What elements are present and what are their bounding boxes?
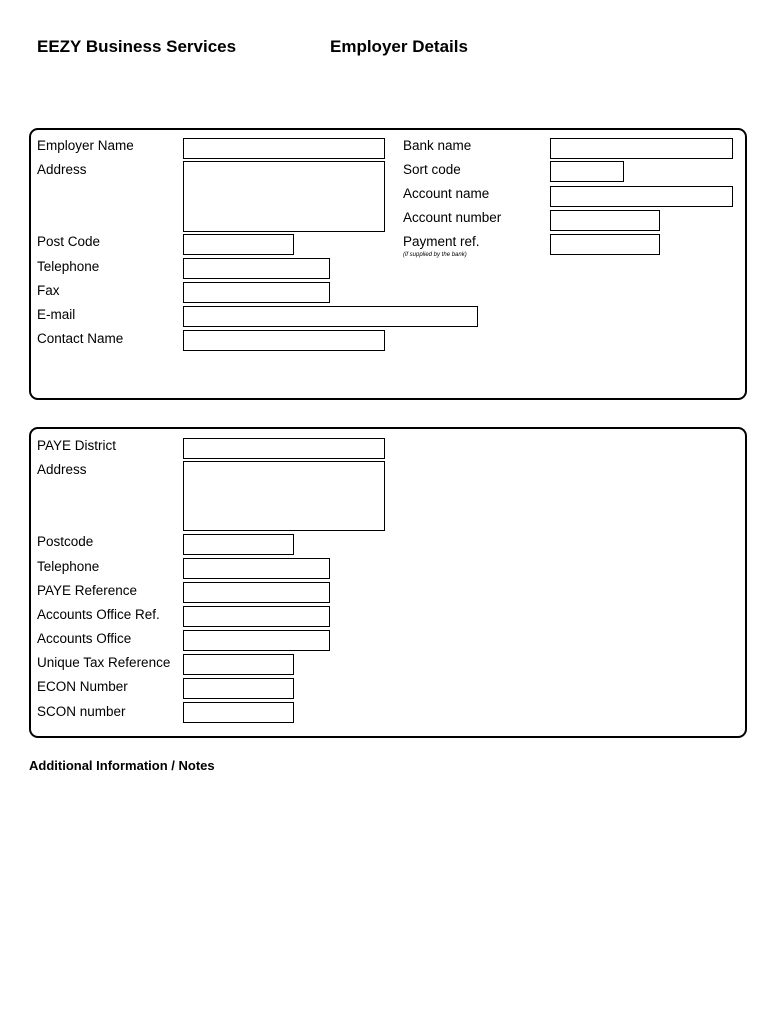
employer-name-field[interactable] — [183, 138, 385, 159]
employer-postcode-label: Post Code — [37, 234, 101, 249]
accounts-office-ref-field[interactable] — [183, 606, 330, 627]
employer-details-panel — [29, 128, 747, 400]
paye-postcode-field[interactable] — [183, 534, 294, 555]
paye-reference-field[interactable] — [183, 582, 330, 603]
employer-postcode-field[interactable] — [183, 234, 294, 255]
utr-label: Unique Tax Reference — [37, 655, 171, 670]
paye-district-label: PAYE District — [37, 438, 117, 453]
employer-name-label: Employer Name — [37, 138, 134, 153]
paye-telephone-field[interactable] — [183, 558, 330, 579]
utr-field[interactable] — [183, 654, 294, 675]
scon-number-label: SCON number — [37, 704, 126, 719]
payment-ref-label: Payment ref. — [403, 234, 480, 249]
econ-number-label: ECON Number — [37, 679, 128, 694]
account-number-label: Account number — [403, 210, 502, 225]
account-name-field[interactable] — [550, 186, 733, 207]
employer-telephone-field[interactable] — [183, 258, 330, 279]
employer-email-field[interactable] — [183, 306, 478, 327]
account-name-label: Account name — [403, 186, 490, 201]
accounts-office-ref-label: Accounts Office Ref. — [37, 607, 160, 622]
bank-name-label: Bank name — [403, 138, 472, 153]
sort-code-label: Sort code — [403, 162, 461, 177]
employer-telephone-label: Telephone — [37, 259, 100, 274]
employer-fax-label: Fax — [37, 283, 60, 298]
sort-code-field[interactable] — [550, 161, 624, 182]
employer-email-label: E-mail — [37, 307, 76, 322]
paye-address-label: Address — [37, 462, 87, 477]
payment-ref-note: (if supplied by the bank) — [403, 252, 467, 258]
form-title: Employer Details — [330, 37, 468, 56]
notes-heading: Additional Information / Notes — [29, 758, 215, 773]
paye-telephone-label: Telephone — [37, 559, 100, 574]
econ-number-field[interactable] — [183, 678, 294, 699]
payment-ref-field[interactable] — [550, 234, 660, 255]
paye-address-field[interactable] — [183, 461, 385, 531]
contact-name-field[interactable] — [183, 330, 385, 351]
accounts-office-field[interactable] — [183, 630, 330, 651]
accounts-office-label: Accounts Office — [37, 631, 132, 646]
account-number-field[interactable] — [550, 210, 660, 231]
employer-fax-field[interactable] — [183, 282, 330, 303]
company-name: EEZY Business Services — [37, 37, 237, 56]
paye-district-field[interactable] — [183, 438, 385, 459]
paye-reference-label: PAYE Reference — [37, 583, 138, 598]
employer-address-field[interactable] — [183, 161, 385, 232]
paye-postcode-label: Postcode — [37, 534, 94, 549]
scon-number-field[interactable] — [183, 702, 294, 723]
contact-name-label: Contact Name — [37, 331, 124, 346]
employer-address-label: Address — [37, 162, 87, 177]
bank-name-field[interactable] — [550, 138, 733, 159]
